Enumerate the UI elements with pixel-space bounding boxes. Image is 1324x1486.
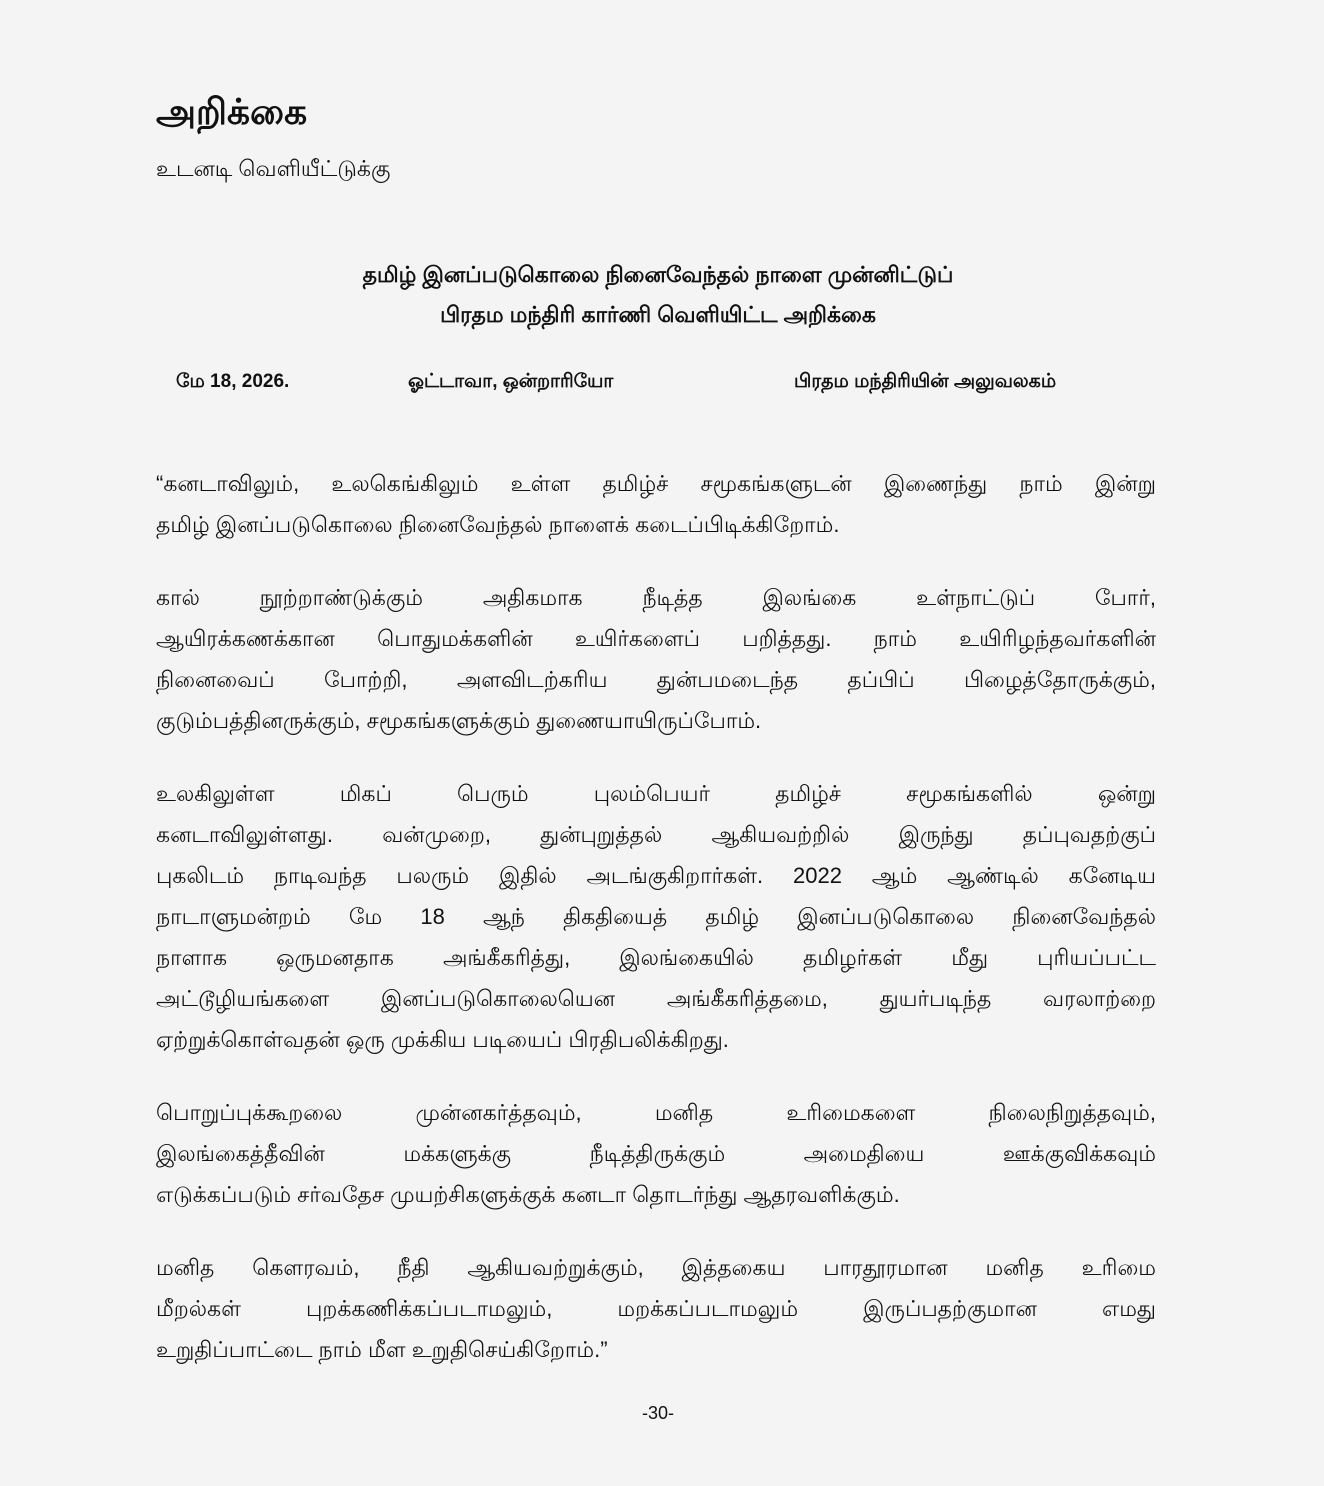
paragraph-line: நினைவைப் போற்றி, அளவிடற்கரிய துன்பமடைந்த தப்பிப் பிழைத்தோருக்கும், — [156, 667, 1156, 692]
release-note: உடனடி வெளியீட்டுக்கு — [156, 156, 391, 181]
paragraph-line: ஏற்றுக்கொள்வதன் ஒரு முக்கிய படியைப் பிரதிபலிக்கிறது. — [156, 1027, 729, 1052]
paragraph-line: பொறுப்புக்கூறலை முன்னகர்த்தவும், மனித உரிமைகளை நிலைநிறுத்தவும், — [156, 1100, 1156, 1125]
document-title: அறிக்கை — [156, 91, 308, 132]
paragraph-5 — [156, 1247, 1156, 1370]
paragraph-line: கால் நூற்றாண்டுக்கும் அதிகமாக நீடித்த இலங்கை உள்நாட்டுப் போர், — [156, 585, 1156, 610]
headline — [156, 255, 1160, 335]
paragraph-line: உலகிலுள்ள மிகப் பெரும் புலம்பெயர் தமிழ்ச் சமூகங்களில் ஒன்று — [156, 781, 1156, 806]
paragraph-line: நாளாக ஒருமனதாக அங்கீகரித்து, இலங்கையில் தமிழர்கள் மீது புரியப்பட்ட — [156, 945, 1156, 970]
paragraph-line: “கனடாவிலும், உலகெங்கிலும் உள்ள தமிழ்ச் சமூகங்களுடன் இணைந்து நாம் இன்று — [156, 471, 1156, 496]
statement-body — [156, 463, 1156, 1402]
paragraph-line: கனடாவிலுள்ளது. வன்முறை, துன்புறுத்தல் ஆகியவற்றில் இருந்து தப்புவதற்குப் — [156, 822, 1156, 847]
page-number: -30- — [641, 1403, 674, 1423]
paragraph-line: அட்டூழியங்களை இனப்படுகொலையென அங்கீகரித்தமை, துயர்படிந்த வரலாற்றை — [156, 986, 1156, 1011]
paragraph-line: குடும்பத்தினருக்கும், சமூகங்களுக்கும் துணையாயிருப்போம். — [156, 708, 762, 733]
headline-line: பிரதம மந்திரி கார்ணி வெளியிட்ட அறிக்கை — [440, 302, 876, 327]
paragraph-line: எடுக்கப்படும் சர்வதேச முயற்சிகளுக்குக் கனடா தொடர்ந்து ஆதரவளிக்கும். — [156, 1182, 900, 1207]
paragraph-1 — [156, 463, 1156, 545]
dateline-date: மே 18, 2026. — [176, 371, 290, 392]
paragraph-line: உறுதிப்பாட்டை நாம் மீள உறுதிசெய்கிறோம்.” — [156, 1337, 608, 1362]
paragraph-line: மனித கௌரவம், நீதி ஆகியவற்றுக்கும், இத்தகைய பாரதூரமான மனித உரிமை — [156, 1255, 1156, 1280]
paragraph-3 — [156, 773, 1156, 1060]
paragraph-line: புகலிடம் நாடிவந்த பலரும் இதில் அடங்குகிறார்கள். 2022 ஆம் ஆண்டில் கனேடிய — [156, 863, 1156, 888]
paragraph-line: நாடாளுமன்றம் மே 18 ஆந் திகதியைத் தமிழ் இனப்படுகொலை நினைவேந்தல் — [156, 904, 1156, 929]
paragraph-line: மீறல்கள் புறக்கணிக்கப்படாமலும், மறக்கப்படாமலும் இருப்பதற்குமான எமது — [156, 1296, 1156, 1321]
paragraph-4 — [156, 1092, 1156, 1215]
paragraph-line: இலங்கைத்தீவின் மக்களுக்கு நீடித்திருக்கும் அமைதியை ஊக்குவிக்கவும் — [156, 1141, 1156, 1166]
headline-line: தமிழ் இனப்படுகொலை நினைவேந்தல் நாளை முன்னிட்டுப் — [362, 262, 954, 287]
dateline-place: ஓட்டாவா, ஒன்றாரியோ — [408, 371, 614, 392]
paragraph-line: தமிழ் இனப்படுகொலை நினைவேந்தல் நாளைக் கடைப்பிடிக்கிறோம். — [156, 512, 840, 537]
paragraph-line: ஆயிரக்கணக்கான பொதுமக்களின் உயிர்களைப் பறித்தது. நாம் உயிரிழந்தவர்களின் — [156, 626, 1156, 651]
dateline-office: பிரதம மந்திரியின் அலுவலகம் — [794, 371, 1057, 392]
paragraph-2 — [156, 577, 1156, 741]
